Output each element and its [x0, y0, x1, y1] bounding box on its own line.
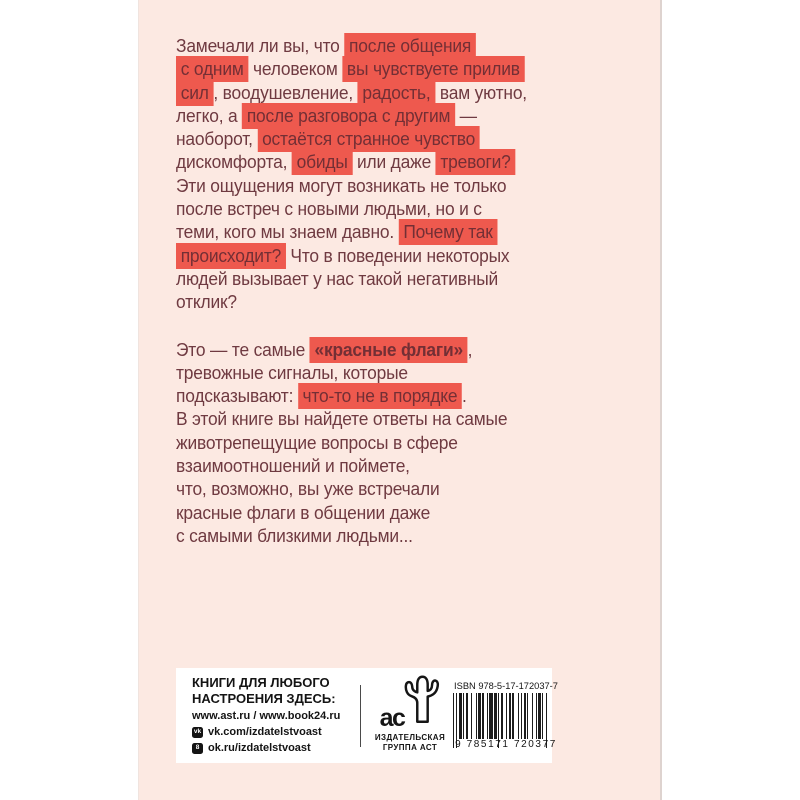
ast-logo-row	[373, 679, 447, 732]
text-run: тревожные сигналы, которые	[176, 361, 408, 383]
blurb-line	[176, 454, 527, 477]
blurb-line	[176, 174, 527, 197]
text-run: —	[454, 104, 477, 126]
blurb-paragraph	[176, 338, 527, 548]
highlighted-text-run: после общения	[344, 33, 476, 59]
barcode-block	[453, 681, 559, 750]
text-run: людей вызывает у нас такой негативный	[176, 267, 499, 289]
ok-icon: 8	[192, 743, 203, 754]
blurb-line	[176, 81, 527, 104]
highlighted-text-run: остаётся странное чувство	[257, 126, 479, 152]
highlighted-text-run: после разговора с другим	[242, 103, 455, 129]
highlighted-text-run: вы чувствуете прилив	[342, 56, 524, 82]
text-run: животрепещущие вопросы в сфере	[176, 431, 458, 453]
blurb-line	[176, 338, 527, 361]
blurb-line	[176, 104, 527, 127]
barcode-digits: 9 785171 720377	[455, 739, 557, 750]
blurb-line	[176, 220, 527, 243]
text-run: ,	[467, 338, 473, 360]
text-run: наоборот,	[176, 128, 258, 150]
highlighted-text-run: тревоги?	[436, 149, 516, 175]
promo-heading-line1: КНИГИ ДЛЯ ЛЮБОГО	[192, 675, 330, 690]
publisher-subtitle-line2: ГРУППА АСТ	[382, 742, 438, 752]
blurb-line	[176, 34, 527, 57]
text-run: отклик?	[176, 291, 237, 313]
text-run: Это — те самые	[176, 338, 310, 360]
highlighted-text-run: радость,	[358, 80, 436, 106]
promo-block	[192, 675, 348, 756]
vk-icon: vk	[192, 727, 203, 738]
blurb-line	[176, 57, 527, 80]
ast-cactus-figure-icon	[404, 674, 440, 729]
promo-heading-line2: НАСТРОЕНИЯ ЗДЕСЬ:	[192, 690, 336, 706]
text-run: вам уютно,	[435, 81, 527, 103]
blurb-line	[176, 197, 527, 220]
highlighted-text-run: сил	[176, 80, 213, 106]
text-run: с самыми близкими людьми...	[176, 524, 413, 546]
highlighted-text-run: «красные флаги»	[310, 337, 468, 363]
ast-publisher-logo	[373, 679, 447, 752]
text-run: красные флаги в общении даже	[176, 501, 431, 523]
blurb-line	[176, 361, 527, 384]
blurb-text-block	[176, 34, 527, 547]
highlighted-text-run: Почему так	[399, 219, 498, 245]
highlighted-text-run: с одним	[176, 56, 248, 82]
blurb-line	[176, 127, 527, 150]
blurb-line	[176, 431, 527, 454]
vk-link-text: vk.com/izdatelstvoast	[208, 726, 322, 738]
ok-link-text: ok.ru/izdatelstvoast	[208, 742, 311, 754]
blurb-line	[176, 150, 527, 173]
highlighted-text-run: происходит?	[176, 243, 286, 269]
text-run: Эти ощущения могут возникать не только	[176, 174, 507, 196]
vk-link-row	[192, 724, 348, 740]
highlighted-text-run: обиды	[292, 149, 352, 175]
text-run: подсказывают:	[176, 385, 298, 407]
blurb-line	[176, 384, 527, 407]
text-run: или даже	[352, 151, 436, 173]
text-run: Что в поведении некоторых	[285, 244, 510, 266]
blurb-paragraph	[176, 34, 527, 314]
text-run: взаимоотношений и поймете,	[176, 455, 410, 477]
publisher-subtitle-line1: ИЗДАТЕЛЬСКАЯ	[374, 733, 446, 742]
text-run: теми, кого мы знаем давно.	[176, 221, 399, 243]
text-run: Замечали ли вы, что	[176, 35, 345, 56]
blurb-line	[176, 501, 527, 524]
highlighted-text-run: что-то не в порядке	[298, 383, 462, 409]
text-run: человеком	[248, 58, 343, 80]
publisher-websites: www.ast.ru / www.book24.ru	[192, 710, 341, 722]
text-run: после встреч с новыми людьми, но и с	[176, 198, 482, 220]
ok-link-row	[192, 740, 348, 756]
text-run: дискомфорта,	[176, 151, 292, 173]
blurb-line	[176, 477, 527, 500]
blurb-line	[176, 407, 527, 430]
text-run: легко, а	[176, 104, 243, 126]
text-run: В этой книге вы найдете ответы на самые	[176, 408, 508, 430]
text-run: , воодушевление,	[213, 81, 358, 103]
blurb-line	[176, 244, 527, 267]
vertical-divider	[360, 685, 361, 747]
blurb-line	[176, 290, 527, 313]
blurb-line	[176, 524, 527, 547]
text-run: .	[462, 385, 467, 407]
blurb-line	[176, 267, 527, 290]
book-back-cover	[138, 0, 662, 800]
isbn-text: ISBN 978-5-17-172037-7	[454, 681, 558, 691]
ast-logo-letters: ас	[379, 703, 405, 732]
text-run: что, возможно, вы уже встречали	[176, 478, 440, 500]
publisher-info-box	[176, 668, 558, 763]
